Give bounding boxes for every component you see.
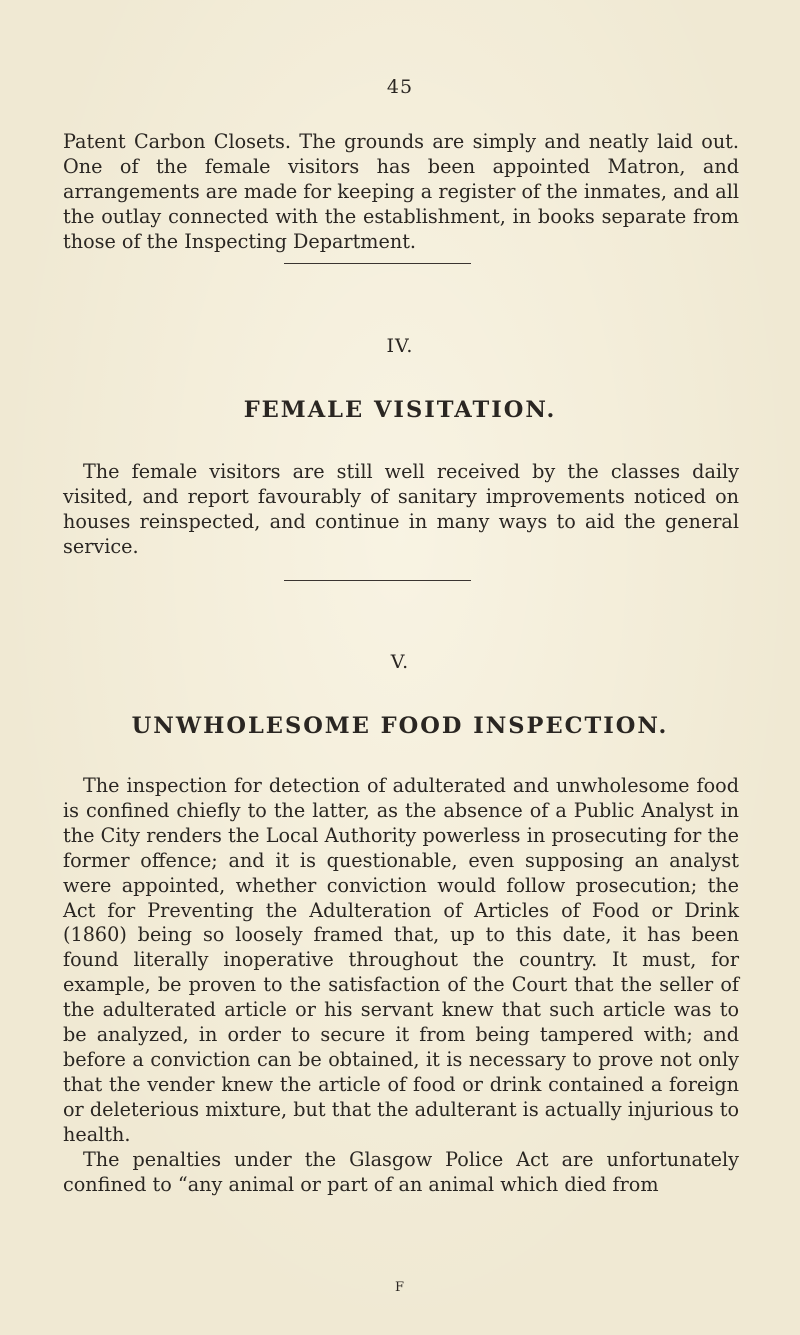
intro-paragraph: Patent Carbon Closets. The grounds are simply and neatly laid out. One of the female visitors has been appointed Matron, and arrangements are made for keeping a register of the inmates, and all the outlay connected with the establishment, in books separate from those of the Inspecting Department.: [63, 130, 739, 253]
section-v-body: [63, 774, 739, 1197]
intro-paragraph-block: [63, 130, 739, 255]
section-divider-2: [284, 580, 471, 581]
page-number: 45: [386, 76, 414, 98]
section-v-paragraph-2: The penalties under the Glasgow Police Act are unfortunately confined to “any animal or part of an animal which died from: [63, 1147, 739, 1196]
section-title-unwholesome-food-inspection: UNWHOLESOME FOOD INSPECTION.: [131, 713, 669, 739]
section-iv-paragraph: The female visitors are still well received by the classes daily visited, and report favourably of sanitary improvements noticed on houses reinspected, and continue in many ways to aid the general service.: [63, 460, 739, 558]
section-iv-body: [63, 460, 739, 560]
section-number-iv: IV.: [386, 335, 414, 357]
signature-mark: F: [394, 1280, 406, 1295]
section-v-paragraph-1: The inspection for detection of adulterated and unwholesome food is confined chiefly to the latter, as the absence of a Public Analyst in the City renders the Local Authority powerless in prosecuting for the former offence; and it is questionable, even supposing an analyst were appointed, whether conviction would follow prosecution; the Act for Preventing the Adulteration of Articles of Food or Drink (1860) being so loosely framed that, up to this date, it has been found literally inoperative throughout the country. It must, for example, be proven to the satisfaction of the Court that the seller of the adulterated article or his servant knew that such article was to be analyzed, in order to secure it from being tampered with; and before a conviction can be obtained, it is necessary to prove not only that the vender knew the article of food or drink contained a foreign or deleterious mixture, but that the adulterant is actually injurious to health.: [63, 774, 739, 1146]
section-divider-1: [284, 263, 471, 264]
section-title-female-visitation: FEMALE VISITATION.: [243, 397, 557, 423]
section-number-v: V.: [390, 651, 410, 673]
